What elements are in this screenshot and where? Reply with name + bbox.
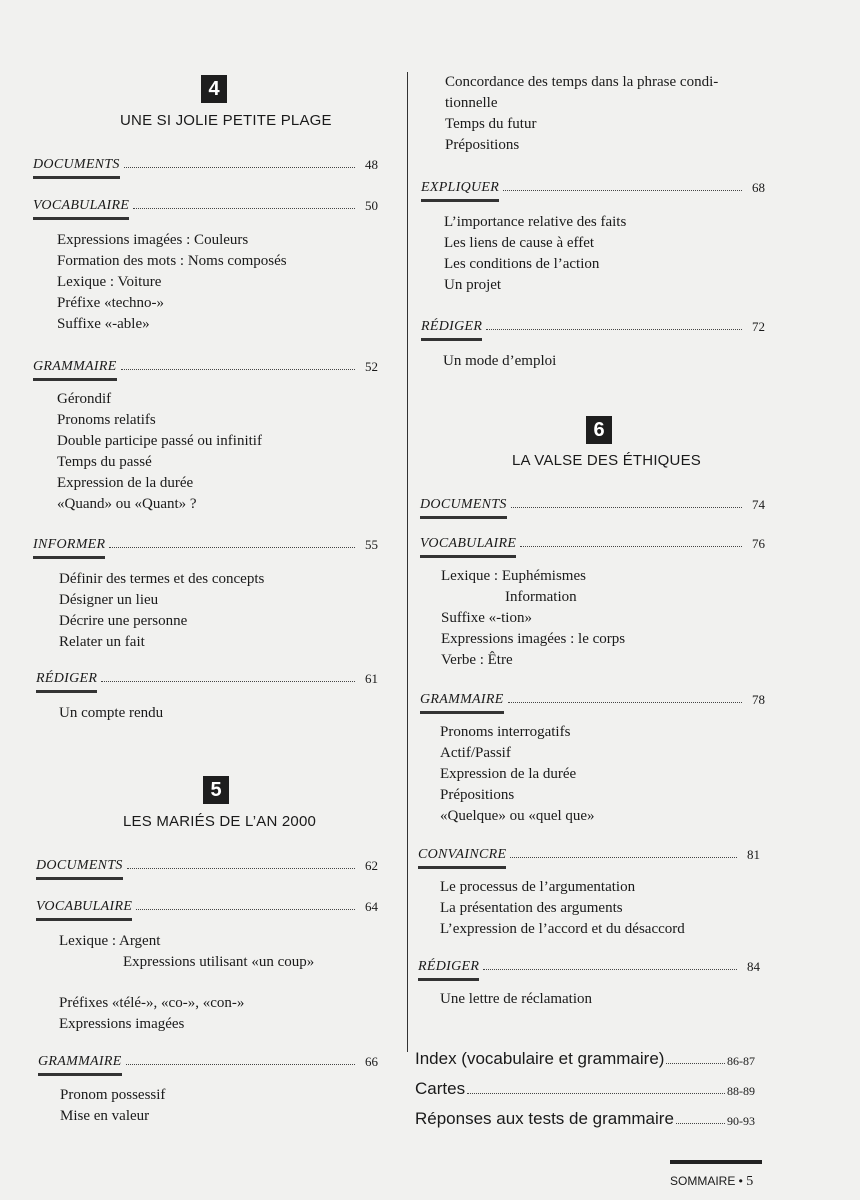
column-divider (407, 72, 408, 1052)
list-item: Suffixe «-able» (57, 316, 150, 332)
item-list (445, 72, 718, 156)
chapter-number-badge: 4 (201, 75, 227, 103)
leader-dots (511, 507, 742, 508)
item-list (440, 722, 595, 827)
index-label: Cartes (415, 1079, 466, 1098)
section-label: GRAMMAIRE (33, 359, 117, 374)
item-list (440, 989, 592, 1010)
list-item: tionnelle (445, 95, 498, 111)
leader-dots (133, 208, 355, 209)
list-item: Information (505, 589, 577, 605)
leader-dots (109, 547, 355, 548)
list-item: Pronoms relatifs (57, 412, 156, 428)
list-item: Expressions imagées : Couleurs (57, 232, 249, 248)
list-item: Lexique : Euphémismes (441, 568, 586, 584)
page-number: 68 (752, 180, 765, 195)
list-item: Mise en valeur (60, 1108, 150, 1124)
section-label: DOCUMENTS (420, 497, 507, 512)
page-number: 76 (752, 536, 765, 551)
chapter-number-badge: 5 (203, 776, 229, 804)
page-number: 90-93 (727, 1114, 755, 1128)
item-list (57, 230, 287, 335)
list-item: Décrire une personne (59, 613, 188, 629)
list-item: Actif/Passif (440, 745, 511, 761)
section-label: CONVAINCRE (418, 847, 507, 862)
chapter-title: LES MARIÉS DE L’AN 2000 (123, 813, 317, 830)
list-item: Relater un fait (59, 634, 145, 650)
leader-dots (136, 909, 355, 910)
section-label: DOCUMENTS (33, 157, 120, 172)
page-number: 61 (365, 671, 378, 686)
leader-dots (676, 1123, 725, 1124)
list-item: Gérondif (57, 391, 112, 407)
index-entry[interactable] (415, 1049, 755, 1069)
section-rediger[interactable] (418, 955, 765, 975)
list-item: Expression de la durée (57, 475, 194, 491)
chapter-title: UNE SI JOLIE PETITE PLAGE (120, 112, 332, 129)
list-item: Suffixe «-tion» (441, 610, 532, 626)
item-list (59, 931, 160, 952)
leader-dots (124, 167, 355, 168)
page-number: 64 (365, 899, 378, 914)
section-label: VOCABULAIRE (33, 198, 130, 213)
leader-dots (508, 702, 742, 703)
list-item: Pronom possessif (60, 1087, 166, 1103)
section-label: EXPLIQUER (421, 180, 500, 195)
item-list (57, 389, 262, 515)
section-documents[interactable] (36, 854, 383, 874)
page-number: 62 (365, 858, 378, 873)
item-list (60, 1085, 165, 1127)
section-label: VOCABULAIRE (420, 536, 517, 551)
page-number: 72 (752, 319, 765, 334)
list-item: «Quand» ou «Quant» ? (57, 496, 197, 512)
section-convaincre[interactable] (418, 843, 765, 863)
list-item: Lexique : Argent (59, 933, 161, 949)
section-grammaire[interactable] (38, 1050, 383, 1070)
list-item: Définir des termes et des concepts (59, 571, 265, 587)
list-item: L’importance relative des faits (444, 214, 627, 230)
section-rediger[interactable] (421, 315, 770, 335)
page-number: 78 (752, 692, 765, 707)
section-vocabulaire[interactable] (36, 895, 383, 915)
list-item: Pronoms interrogatifs (440, 724, 571, 740)
list-item: Temps du futur (445, 116, 537, 132)
page-number: 52 (365, 359, 378, 374)
leader-dots (486, 329, 742, 330)
section-label: DOCUMENTS (36, 858, 123, 873)
page-number: 84 (747, 959, 760, 974)
page-number: 66 (365, 1054, 378, 1069)
index-label: Réponses aux tests de grammaire (415, 1109, 674, 1128)
index-entry[interactable] (415, 1109, 755, 1129)
section-vocabulaire[interactable] (33, 194, 383, 214)
list-item: Un mode d’emploi (443, 353, 557, 369)
list-item: Préfixe «techno-» (57, 295, 165, 311)
list-item: Concordance des temps dans la phrase condi- (445, 74, 719, 90)
list-item: Expressions imagées : le corps (441, 631, 626, 647)
leader-dots (467, 1093, 725, 1094)
item-list (123, 952, 314, 973)
page-number: 50 (365, 198, 378, 213)
item-list (440, 877, 685, 940)
list-item: Double participe passé ou infinitif (57, 433, 262, 449)
section-documents[interactable] (33, 153, 383, 173)
section-label: VOCABULAIRE (36, 899, 133, 914)
list-item: Un projet (444, 277, 502, 293)
leader-dots (126, 1064, 355, 1065)
list-item: Expressions imagées (59, 1016, 185, 1032)
list-item: Prépositions (445, 137, 520, 153)
list-item: La présentation des arguments (440, 900, 623, 916)
item-list (505, 587, 577, 608)
chapter-number-badge: 6 (586, 416, 612, 444)
list-item: Expressions utilisant «un coup» (123, 954, 315, 970)
chapter-title: LA VALSE DES ÉTHIQUES (512, 452, 701, 469)
list-item: L’expression de l’accord et du désaccord (440, 921, 685, 937)
list-item: Formation des mots : Noms composés (57, 253, 287, 269)
list-item: Les conditions de l’action (444, 256, 600, 272)
list-item: Le processus de l’argumentation (440, 879, 636, 895)
list-item: Verbe : Être (441, 652, 513, 668)
section-rediger[interactable] (36, 667, 383, 687)
page-number: 86-87 (727, 1054, 755, 1068)
section-vocabulaire[interactable] (420, 532, 770, 552)
section-label: RÉDIGER (421, 319, 483, 334)
section-documents[interactable] (420, 493, 770, 513)
section-label: INFORMER (33, 537, 106, 552)
section-label: GRAMMAIRE (38, 1054, 122, 1069)
index-label: Index (vocabulaire et grammaire) (415, 1049, 665, 1068)
section-label: RÉDIGER (36, 671, 98, 686)
section-label: RÉDIGER (418, 959, 480, 974)
page-number: 48 (365, 157, 378, 172)
item-list (59, 703, 163, 724)
item-list (444, 212, 626, 296)
page-number: 81 (747, 847, 760, 862)
item-list (441, 608, 625, 671)
list-item: Temps du passé (57, 454, 152, 470)
leader-dots (510, 857, 737, 858)
leader-dots (101, 681, 355, 682)
list-item: Un compte rendu (59, 705, 164, 721)
section-expliquer[interactable] (421, 176, 770, 196)
page-footer (670, 1160, 762, 1190)
list-item: Une lettre de réclamation (440, 991, 593, 1007)
list-item: Expression de la durée (440, 766, 577, 782)
leader-dots (666, 1063, 725, 1064)
list-item: «Quelque» ou «quel que» (440, 808, 595, 824)
list-item: Les liens de cause à effet (444, 235, 595, 251)
leader-dots (503, 190, 742, 191)
leader-dots (520, 546, 742, 547)
item-list (59, 569, 264, 653)
item-list (441, 566, 586, 587)
section-label: GRAMMAIRE (420, 692, 504, 707)
page-number: 74 (752, 497, 765, 512)
leader-dots (483, 969, 737, 970)
list-item: Désigner un lieu (59, 592, 159, 608)
section-grammaire[interactable] (420, 688, 770, 708)
section-grammaire[interactable] (33, 355, 383, 375)
list-item: Prépositions (440, 787, 515, 803)
section-informer[interactable] (33, 533, 383, 553)
footer-page-number: 5 (746, 1174, 754, 1189)
list-item: Préfixes «télé-», «co-», «con-» (59, 995, 245, 1011)
page-number: 55 (365, 537, 378, 552)
index-entry[interactable] (415, 1079, 755, 1099)
item-list (443, 351, 556, 372)
page-number: 88-89 (727, 1084, 755, 1098)
footer-label: SOMMAIRE • (670, 1174, 743, 1188)
leader-dots (127, 868, 355, 869)
item-list (59, 993, 244, 1035)
list-item: Lexique : Voiture (57, 274, 162, 290)
leader-dots (121, 369, 355, 370)
